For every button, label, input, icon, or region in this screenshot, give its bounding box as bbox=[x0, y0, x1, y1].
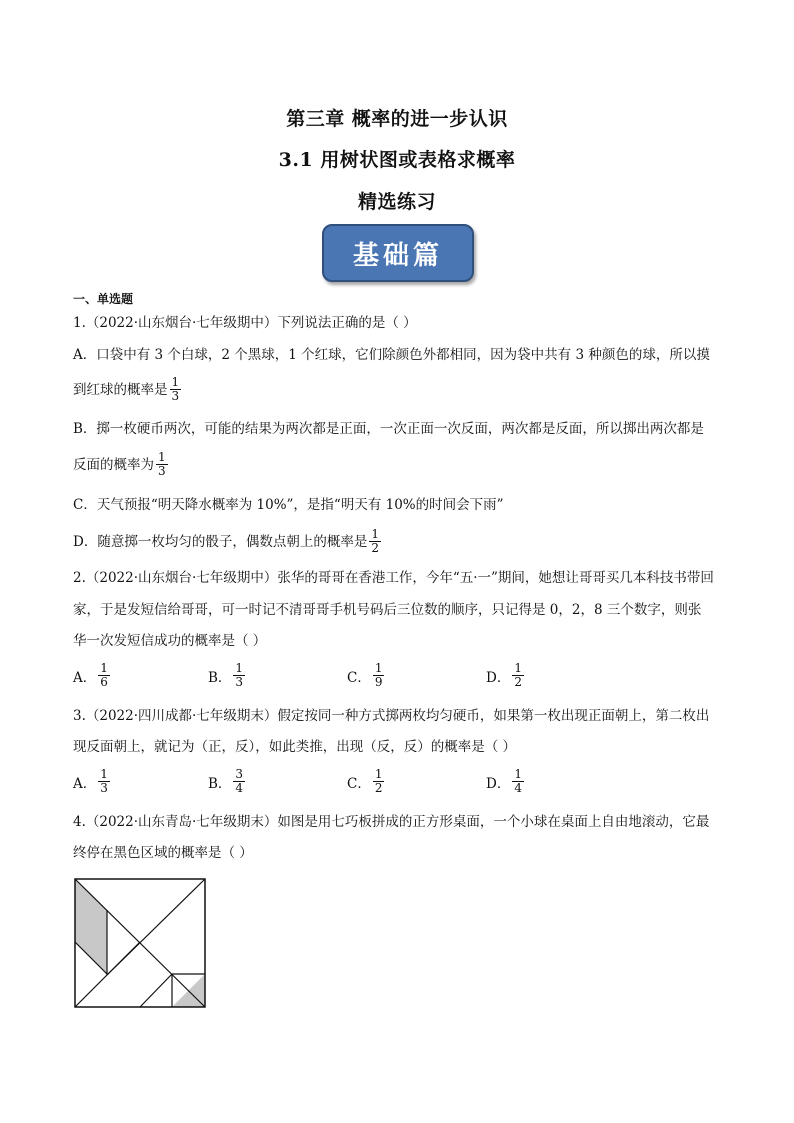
q2-option-c: C． $\frac{1}{9}$ bbox=[347, 661, 383, 689]
q1-option-b-line2 bbox=[73, 451, 170, 478]
question-3-stem-line2: 现反面朝上，就记为（正，反），如此类推，出现（反，反）的概率是（ ） bbox=[73, 739, 517, 755]
tangram-line bbox=[140, 974, 172, 1007]
fraction: $\frac{1}{2}$ bbox=[514, 661, 522, 689]
fraction: $\frac{1}{2}$ bbox=[374, 767, 383, 795]
question-1-stem: 1.（2022·山东烟台·七年级期中）下列说法正确的是（ ） bbox=[73, 315, 417, 331]
shaded-parallelogram bbox=[75, 879, 107, 974]
section-title: 3.1 用树状图或表格求概率 bbox=[278, 149, 516, 171]
question-2-stem-line1: 2.（2022·山东烟台·七年级期中）张华的哥哥在香港工作，今年“五·一”期间，她想让哥哥买几本科技书带回 bbox=[73, 570, 714, 586]
fraction: $\frac{1}{2}$ bbox=[371, 527, 379, 555]
part-heading: 一、单选题 bbox=[73, 292, 134, 306]
q3-option-c: C． $\frac{1}{2}$ bbox=[347, 767, 383, 795]
q1-option-d-text: D．随意掷一枚均匀的骰子，偶数点朝上的概率是 bbox=[73, 533, 368, 550]
tangram-square-diagram bbox=[74, 878, 206, 1008]
fraction: $\frac{1}{4}$ bbox=[514, 767, 522, 795]
level-badge: 基础篇 bbox=[322, 224, 474, 282]
question-4-stem-line2: 终停在黑色区域的概率是（ ） bbox=[73, 845, 253, 861]
q1-option-d bbox=[73, 528, 383, 555]
question-2-stem-line2: 家，于是发短信给哥哥，可一时记不清哥哥手机号码后三位数的顺序，只记得是 0，2，8 三个数字，则张 bbox=[73, 602, 702, 618]
q3-option-d: D． $\frac{1}{4}$ bbox=[486, 767, 522, 795]
fraction: $\frac{1}{3}$ bbox=[100, 767, 108, 795]
chapter-title: 第三章 概率的进一步认识 bbox=[286, 108, 508, 130]
question-4-stem-line1: 4.（2022·山东青岛·七年级期末）如图是用七巧板拼成的正方形桌面，一个小球在桌面上自由地滚动，它最 bbox=[73, 814, 710, 830]
q2-option-b: B． $\frac{1}{3}$ bbox=[208, 661, 244, 689]
tangram-line bbox=[75, 975, 107, 1007]
q2-option-a: A． $\frac{1}{6}$ bbox=[73, 661, 108, 689]
q1-option-a-line1: A．口袋中有 3 个白球，2 个黑球，1 个红球，它们除颜色外都相同，因为袋中共有 3 种颜色的球，所以摸 bbox=[73, 347, 710, 363]
q2-option-d: D． $\frac{1}{2}$ bbox=[486, 661, 522, 689]
question-3-stem-line1: 3.（2022·四川成都·七年级期末）假定按同一种方式掷两枚均匀硬币，如果第一枚出现正面朝上，第二枚出 bbox=[73, 708, 710, 724]
q1-option-b-text: 反面的概率为 bbox=[73, 456, 154, 473]
fraction: $\frac{1}{6}$ bbox=[100, 661, 108, 689]
fraction: $\frac{1}{3}$ bbox=[171, 375, 180, 403]
question-2-stem-line3: 华一次发短信成功的概率是（ ） bbox=[73, 633, 267, 649]
q1-option-a-line2 bbox=[73, 376, 183, 403]
q1-option-c: C．天气预报“明天降水概率为 10%”，是指“明天有 10%的时间会下雨” bbox=[73, 497, 504, 513]
fraction: $\frac{1}{9}$ bbox=[374, 661, 383, 689]
fraction: $\frac{3}{4}$ bbox=[235, 767, 244, 795]
q1-option-b-line1: B．掷一枚硬币两次，可能的结果为两次都是正面，一次正面一次反面，两次都是反面，所以掷出两次都是 bbox=[73, 421, 704, 437]
tangram-line bbox=[107, 942, 140, 975]
subtitle: 精选练习 bbox=[357, 191, 436, 213]
fraction: $\frac{1}{3}$ bbox=[235, 661, 244, 689]
q1-option-a-text: 到红球的概率是 bbox=[73, 381, 168, 398]
fraction: $\frac{1}{3}$ bbox=[158, 450, 166, 478]
q3-option-b: B． $\frac{3}{4}$ bbox=[208, 767, 244, 795]
q3-option-a: A． $\frac{1}{3}$ bbox=[73, 767, 108, 795]
